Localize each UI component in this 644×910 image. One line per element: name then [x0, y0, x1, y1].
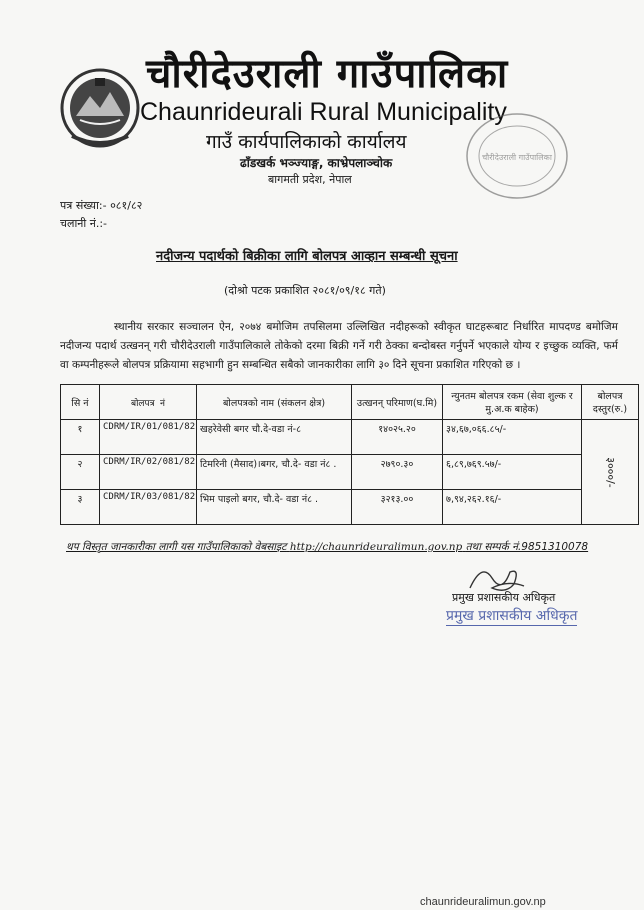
col-header-sn: सि नं	[61, 385, 100, 420]
fee-value: ३०००/-	[603, 456, 617, 488]
letter-number: पत्र संख्या:- ०८१/८२	[60, 199, 143, 212]
cell-code: CDRM/IR/03/081/82	[100, 490, 197, 525]
col-header-qty: उत्खनन् परिमाण(घ.मि)	[352, 385, 443, 420]
cell-amount: ७,९४,२६२.१६/-	[443, 490, 582, 525]
svg-text:चौरीदेउराली गाउँपालिका: चौरीदेउराली गाउँपालिका	[482, 153, 552, 162]
signatory-stamp: प्रमुख प्रशासकीय अधिकृत	[446, 608, 578, 624]
table-header-row	[61, 385, 639, 420]
notice-body: स्थानीय सरकार सञ्चालन ऐन, २०७४ बमोजिम तपसिलमा उल्लिखित नदीहरूको स्वीकृत घाटहरूबाट निर्धारित मापदण्ड बमोजिम नदीजन्य पदार्थ उत्खनन् गरी चौरीदेउराली गाउँपालिकाले तोकेको दरमा बिक्री गर्ने गरी ठेक्का बन्दोबस्त गर्नुपर्ने भएकाले योग्य र इच्छुक व्यक्ति, फर्म वा कम्पनीहरूले बोलपत्र प्रक्रियामा सहभागी हुन सम्बन्धित सबैको जानकारीका लागि ३० दिने सूचना प्रकाशित गरिएको छ ।	[60, 321, 618, 371]
more-info-text: थप विस्तृत जानकारीका लागी यस गाउँपालिकाको वेबसाइट	[66, 541, 287, 553]
contact-number: तथा सम्पर्क नं.9851310078	[465, 541, 589, 553]
office-name: गाउँ कार्यपालिकाको कार्यालय	[206, 131, 407, 153]
cell-name: भिम पाइलो बगर, चौ.दे- वडा नं८ .	[197, 490, 352, 525]
cell-name: खहरेवेसी बगर चौ.दे-वडा नं-८	[197, 420, 352, 455]
cell-amount: ६,८९,७६९.५७/-	[443, 455, 582, 490]
address-line-2: बागमती प्रदेश, नेपाल	[268, 173, 352, 186]
cell-fee	[582, 420, 639, 525]
table-row	[61, 455, 639, 490]
footer-url: chaunrideuralimun.gov.np	[420, 896, 546, 908]
cell-qty: ३२१३.००	[352, 490, 443, 525]
col-header-name: बोलपत्रको नाम (संकलन क्षेत्र)	[197, 385, 352, 420]
official-seal-icon	[462, 108, 572, 204]
cell-sn: ३	[61, 490, 100, 525]
website-link[interactable]: http://chaunrideuralimun.gov.np	[289, 541, 463, 553]
cell-sn: १	[61, 420, 100, 455]
bid-table	[60, 384, 639, 525]
cell-amount: ३४,६७,०६६.८५/-	[443, 420, 582, 455]
cell-qty: २७९०.३०	[352, 455, 443, 490]
cell-sn: २	[61, 455, 100, 490]
signatory-title: प्रमुख प्रशासकीय अधिकृत	[452, 591, 556, 604]
notice-subheading: (दोश्रो पटक प्रकाशित २०८१/०९/१८ गते)	[224, 284, 386, 297]
cell-qty: १४०२५.२०	[352, 420, 443, 455]
table-row	[61, 490, 639, 525]
table-row	[61, 420, 639, 455]
cell-name: टिमरिनी (मैसाद)।बगर, चौ.दे- वडा नं८ .	[197, 455, 352, 490]
notice-heading: नदीजन्य पदार्थको बिक्रीका लागि बोलपत्र आव्हान सम्बन्धी सूचना	[156, 249, 458, 264]
address-line-1: ढाँडखर्क भञ्ज्याङ्ग, काभ्रेपलाञ्चोक	[240, 156, 393, 170]
col-header-fee: बोलपत्र दस्तुर(रु.)	[582, 385, 639, 420]
dispatch-number: चलानी नं.:-	[60, 217, 108, 230]
col-header-amount: न्युनतम बोलपत्र रकम (सेवा शुल्क र मु.अ.क बाहेक)	[443, 385, 582, 420]
more-info-line	[66, 540, 588, 554]
cell-code: CDRM/IR/02/081/82	[100, 455, 197, 490]
col-header-code: बोलपत्र नं	[100, 385, 197, 420]
municipality-title-nepali: चौरीदेउराली गाउँपालिका	[146, 51, 509, 97]
municipality-emblem-icon	[58, 66, 142, 150]
cell-code: CDRM/IR/01/081/82	[100, 420, 197, 455]
municipality-title-english: Chaunrideurali Rural Municipality	[140, 98, 507, 126]
